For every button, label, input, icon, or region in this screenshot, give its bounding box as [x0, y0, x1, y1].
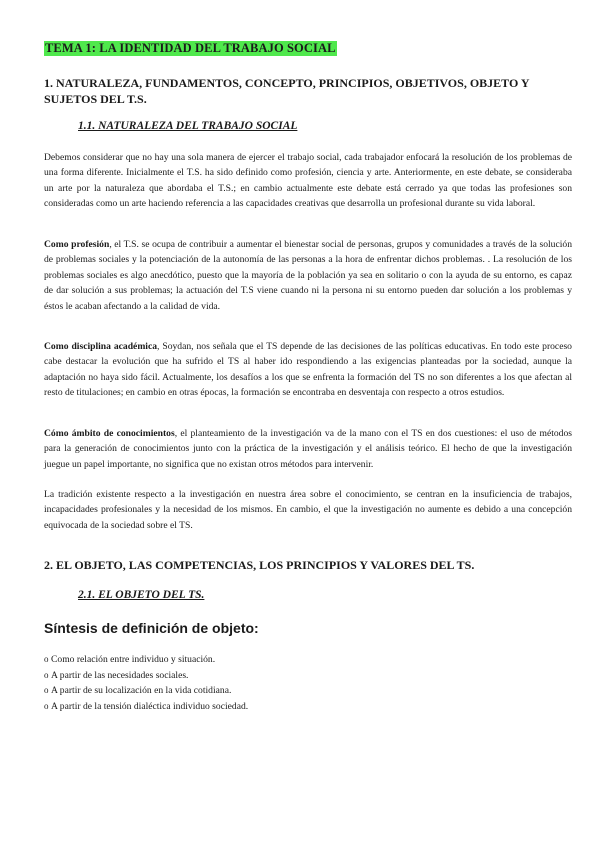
section-2-1-heading-text: 2.1. EL OBJETO DEL TS. — [78, 589, 205, 601]
synthesis-title: Síntesis de definición de objeto: — [44, 620, 259, 636]
bullet-circle-icon: o — [44, 700, 49, 711]
section-1-heading: 1. NATURALEZA, FUNDAMENTOS, CONCEPTO, PRINCIPIOS, OBJETIVOS, OBJETO Y SUJETOS DEL T.S. — [44, 76, 530, 106]
list-item: o A partir de las necesidades sociales. — [44, 668, 248, 684]
disciplina-paragraph — [44, 339, 572, 401]
bullet-circle-icon: o — [44, 669, 49, 680]
section-1-1-heading — [78, 119, 297, 134]
bullet-circle-icon: o — [44, 685, 49, 696]
synthesis-list — [44, 652, 248, 714]
section-2-heading: 2. EL OBJETO, LAS COMPETENCIAS, LOS PRINCIPIOS Y VALORES DEL TS. — [44, 558, 475, 572]
ambito-paragraph — [44, 426, 572, 472]
document-title: TEMA 1: LA IDENTIDAD DEL TRABAJO SOCIAL — [45, 41, 336, 55]
profesion-lead: Como profesión — [44, 239, 110, 250]
list-item: o Como relación entre individuo y situación. — [44, 652, 248, 668]
section-1-1-heading-text: 1.1. NATURALEZA DEL TRABAJO SOCIAL — [78, 120, 298, 132]
disciplina-lead: Como disciplina académica — [44, 341, 158, 352]
ambito-text: , el planteamiento de la investigación va de la mano con el TS en dos cuestiones: el uso de métodos para la generación de conocimientos junto con la práctica de la investigación y el análisis teórico. El hecho de que la investigación juegue un papel importante, no significa que no existan otros métodos para intervenir. — [44, 428, 573, 470]
ambito-lead: Cómo ámbito de conocimientos — [44, 428, 175, 439]
disciplina-text: , Soydan, nos señala que el TS depende de las decisiones de las políticas educativas. En todo este proceso cabe destacar la evolución que ha sufrido el TS al haber ido respondiendo a las exigencias planteadas por la sociedad, aunque la adaptación no haya sido fácil. Actualmente, los desafíos a los que se enfrenta la formación del TS no son diferentes a los que afectan al resto de titulaciones; en cambio en otras épocas, la formación se encontraba en desventaja con respecto a otros estudios. — [44, 341, 572, 399]
bullet-circle-icon: o — [44, 654, 49, 664]
list-item: o A partir de su localización en la vida cotidiana. — [44, 683, 248, 699]
section-2-1-heading — [78, 588, 204, 603]
list-item: o A partir de la tensión dialéctica individuo sociedad. — [44, 699, 248, 715]
intro-paragraph: Debemos considerar que no hay una sola manera de ejercer el trabajo social, cada trabajador enfocará la resolución de los problemas de una forma diferente. Inicialmente el T.S. ha sido definido como profesión, ciencia y arte. Anteriormente, en este debate, se consideraba un arte por la naturaleza que abordaba el T.S.; en cambio actualmente este debate está cerrado ya que todas las profesiones son consideradas como un arte haciendo referencia a las capacidades creativas que desarrolla un profesional durante su vida laboral. — [44, 152, 572, 210]
profesion-paragraph — [44, 237, 572, 314]
profesion-text: , el T.S. se ocupa de contribuir a aumentar el bienestar social de personas, grupos y comunidades a través de la solución de problemas sociales y la potenciación de la autonomía de las personas a la hora de enfrentar dichos problemas. . La resolución de los problemas sociales es algo anecdótico, puesto que la mayoría de la población ya sea en solitario o con la ayuda de su entorno, es capaz de dar solución a sus problemas; la actuación del T.S viene cuando ni la persona ni su entorno pueden dar solución a los problemas y éstos le acaban afectando a la calidad de vida. — [44, 239, 572, 312]
tradicion-paragraph: La tradición existente respecto a la investigación en nuestra área sobre el conocimiento, se centran en la insuficiencia de trabajos, incapacidades profesionales y la necesidad de los mismos. En cambio, el que la investigación no aumente es debido a una concepción equivocada de la sociedad sobre el TS. — [44, 489, 572, 531]
